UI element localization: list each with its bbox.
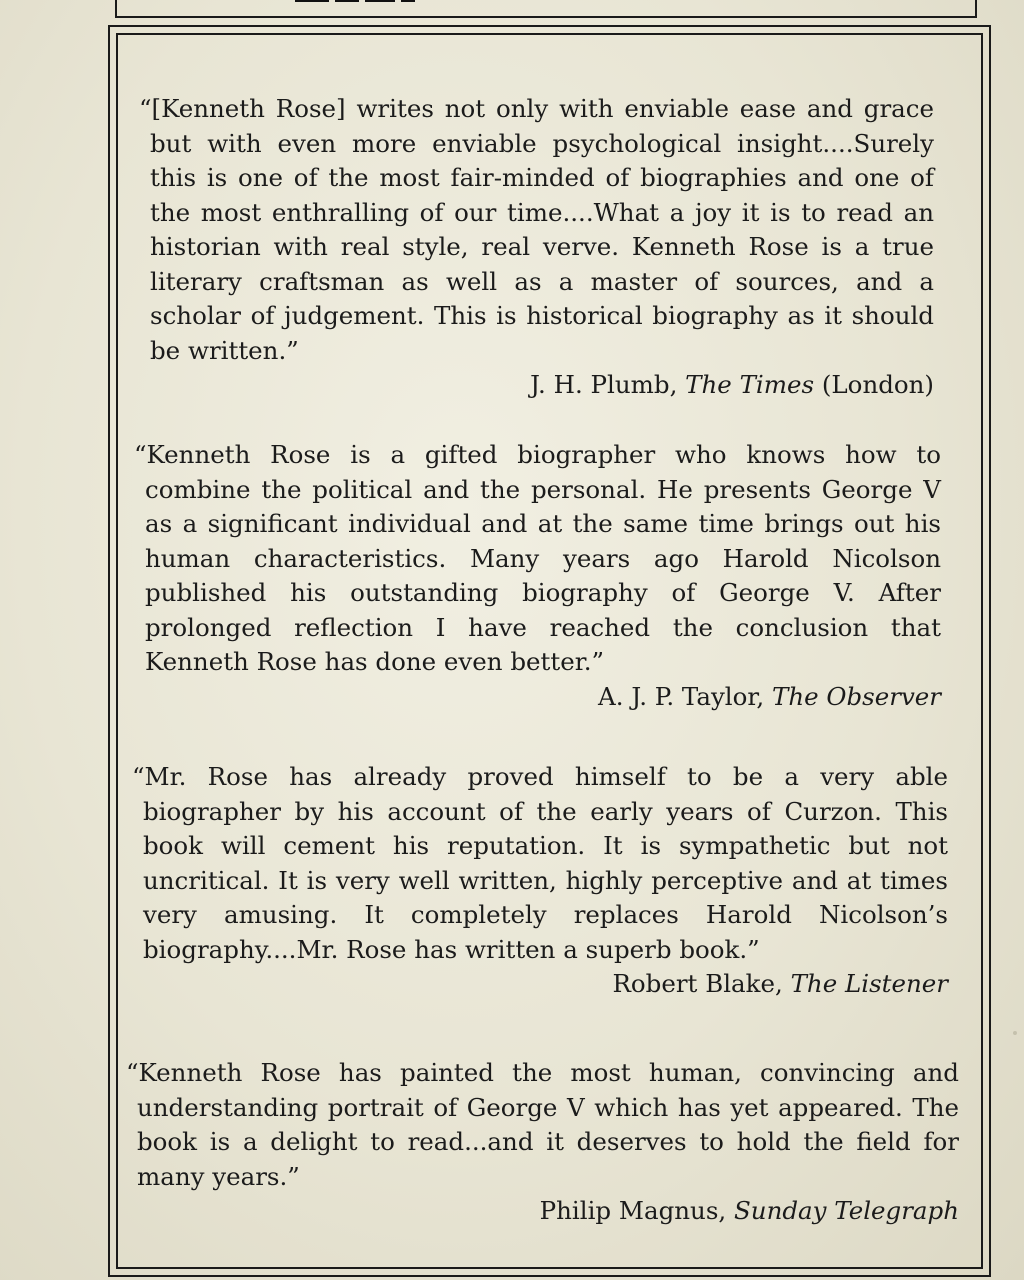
- quote-text: “[Kenneth Rose] writes not only with enviable ease and grace but with even more enviable psychological insight....Surely this is one of the most fair-minded of biographies and one of the most enthralling of our time....What a joy it is to read an historian with real style, real verve. Kenneth Rose is a true literary craftsman as well as a master of sources, and a scholar of judgement. This is historical biography as it should be written.”: [139, 94, 934, 365]
- quote-text: “Mr. Rose has already proved himself to be a very able biographer by his account of the early years of Curzon. This book will cement his reputation. It is sympathetic but not uncritical. It is very well written, highly perceptive and at times very amusing. It completely replaces Harold Nicolson’s biography....Mr. Rose has written a superb book.”: [132, 762, 948, 964]
- top-title-frame: [115, 0, 977, 18]
- quote-attribution: [145, 680, 941, 715]
- review-quote-1: [139, 92, 934, 403]
- review-quote-4: [126, 1056, 959, 1229]
- review-quote-2: [134, 438, 941, 714]
- cropped-title-fragment: [295, 0, 415, 4]
- review-quote-3: [132, 760, 948, 1002]
- quote-attribution: [137, 1194, 959, 1229]
- quote-attribution: [150, 368, 934, 403]
- quote-source: The Listener: [790, 969, 948, 998]
- paper-speck: [1013, 1031, 1017, 1035]
- quote-source-suffix: (London): [821, 370, 934, 399]
- quote-source: The Observer: [771, 681, 941, 711]
- quote-author: Philip Magnus,: [539, 1196, 727, 1225]
- quote-author: A. J. P. Taylor,: [598, 681, 765, 711]
- quote-text: “Kenneth Rose is a gifted biographer who knows how to combine the political and the personal. He presents George V as a significant individual and at the same time brings out his human characteristics. Many years ago Harold Nicolson published his outstanding biography of George V. After prolonged reflection I have reached the conclusion that Kenneth Rose has done even better.”: [134, 440, 941, 676]
- quote-author: Robert Blake,: [612, 969, 783, 998]
- quote-text: “Kenneth Rose has painted the most human, convincing and understanding portrait of George V which has yet appeared. The book is a delight to read...and it deserves to hold the field for many years.”: [126, 1058, 959, 1191]
- quote-author: J. H. Plumb,: [530, 370, 678, 399]
- quote-attribution: [143, 967, 948, 1002]
- quote-source: The Times: [685, 370, 815, 399]
- quote-source: Sunday Telegraph: [734, 1196, 959, 1225]
